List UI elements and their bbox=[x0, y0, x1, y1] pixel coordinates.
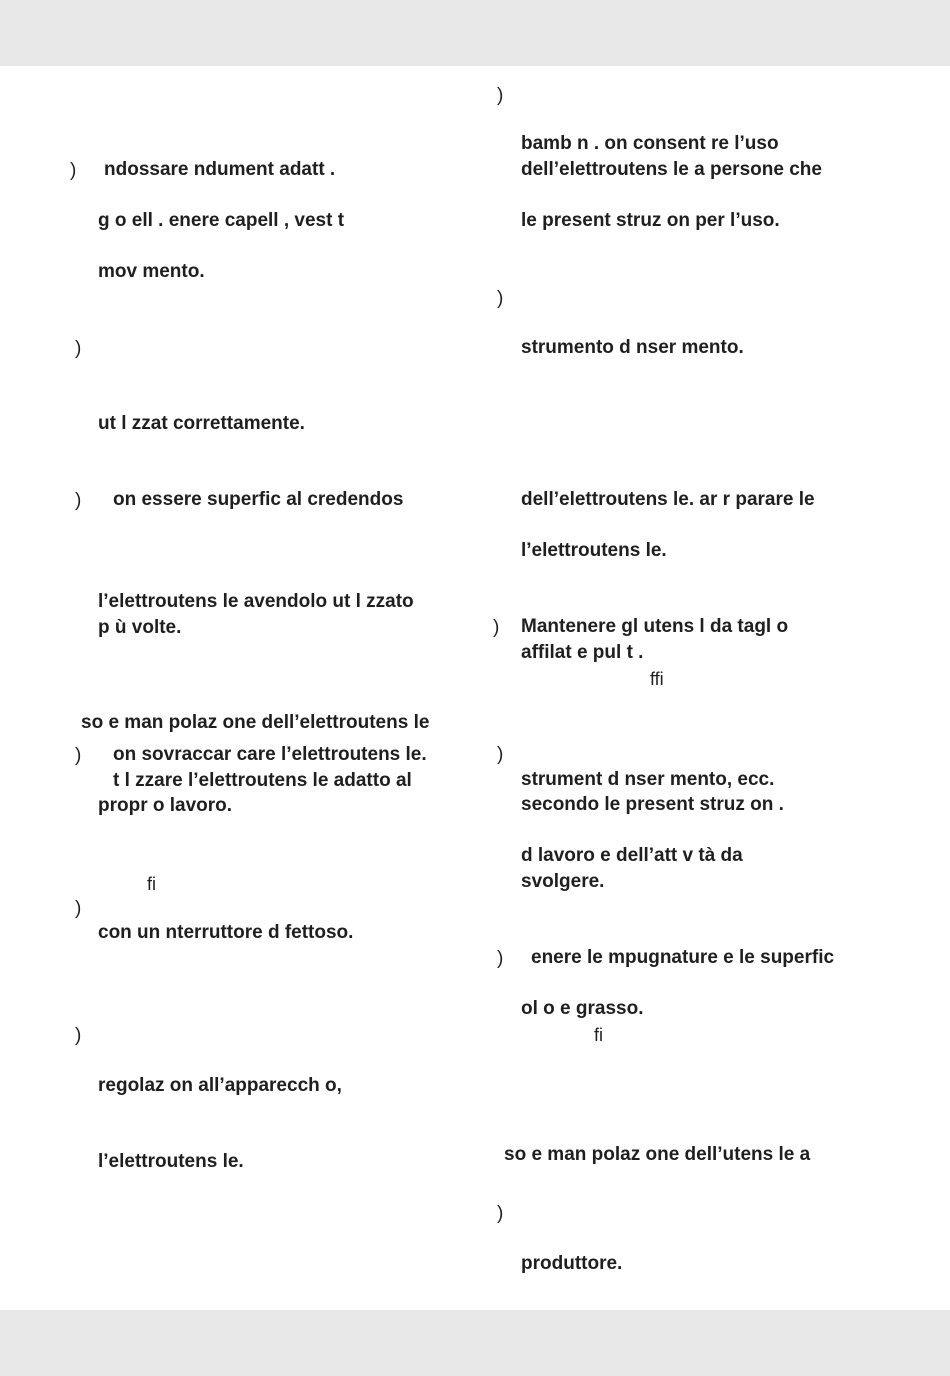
item-marker: ) bbox=[75, 490, 82, 511]
text-line: dell’elettroutens le. ar r parare le bbox=[521, 489, 815, 510]
text-line: enere le mpugnature e le superfic bbox=[531, 947, 835, 968]
item-marker: ) bbox=[70, 160, 77, 181]
text-line: l’elettroutens le avendolo ut l zzato bbox=[98, 591, 414, 612]
text-line: propr o lavoro. bbox=[98, 795, 233, 816]
text-line: svolgere. bbox=[521, 871, 605, 892]
text-line: d lavoro e dell’att v tà da bbox=[521, 845, 743, 866]
text-line: regolaz on all’apparecch o, bbox=[98, 1075, 342, 1096]
text-line: strumento d nser mento. bbox=[521, 337, 744, 358]
text-line: t l zzare l’elettroutens le adatto al bbox=[113, 770, 412, 791]
section-heading: so e man polaz one dell’elettroutens le bbox=[81, 712, 430, 733]
item-marker: ) bbox=[497, 948, 504, 969]
text-line: strument d nser mento, ecc. bbox=[521, 769, 775, 790]
text-line: Mantenere gl utens l da tagl o bbox=[521, 616, 789, 637]
text-line: mov mento. bbox=[98, 261, 205, 282]
item-marker: ) bbox=[75, 745, 82, 766]
page-footer-band bbox=[0, 1310, 950, 1376]
page-header-band bbox=[0, 0, 950, 66]
item-marker: ) bbox=[497, 1203, 504, 1224]
text-line: g o ell . enere capell , vest t bbox=[98, 210, 345, 231]
text-line: bamb n . on consent re l’uso bbox=[521, 133, 779, 154]
item-marker: ) bbox=[497, 85, 504, 106]
ligature-fragment: ffi bbox=[650, 669, 664, 689]
text-line: le present struz on per l’uso. bbox=[521, 210, 780, 231]
text-line: affilat e pul t . bbox=[521, 642, 644, 663]
item-marker: ) bbox=[75, 1025, 82, 1046]
text-line: l’elettroutens le. bbox=[98, 1151, 244, 1172]
item-marker: ) bbox=[497, 744, 504, 765]
ligature-fragment: fi bbox=[147, 874, 156, 894]
text-line: p ù volte. bbox=[98, 617, 182, 638]
item-marker: ) bbox=[75, 338, 82, 359]
text-line: secondo le present struz on . bbox=[521, 794, 784, 815]
item-marker: ) bbox=[493, 617, 500, 638]
text-line: on sovraccar care l’elettroutens le. bbox=[113, 744, 427, 765]
item-marker: ) bbox=[497, 288, 504, 309]
section-heading: so e man polaz one dell’utens le a bbox=[504, 1144, 811, 1165]
ligature-fragment: fi bbox=[594, 1025, 603, 1045]
text-line: ol o e grasso. bbox=[521, 998, 644, 1019]
text-line: on essere superfic al credendos bbox=[113, 489, 404, 510]
text-line: dell’elettroutens le a persone che bbox=[521, 159, 822, 180]
text-line: l’elettroutens le. bbox=[521, 540, 667, 561]
item-marker: ) bbox=[75, 898, 82, 919]
text-line: con un nterruttore d fettoso. bbox=[98, 922, 354, 943]
text-line: ut l zzat correttamente. bbox=[98, 413, 305, 434]
text-line: produttore. bbox=[521, 1253, 623, 1274]
text-line: ndossare ndument adatt . bbox=[104, 159, 336, 180]
